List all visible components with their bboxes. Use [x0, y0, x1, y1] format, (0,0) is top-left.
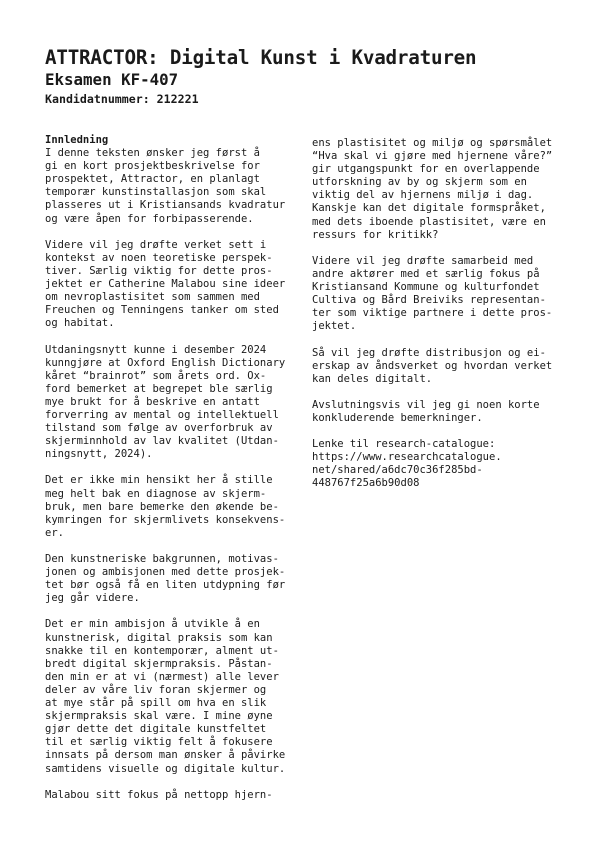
text-line: I denne teksten ønsker jeg først å — [45, 147, 260, 160]
text-line: med dets iboende plastisitet, være en — [312, 215, 546, 228]
text-line: net/shared/a6dc70c36f285bd- — [312, 464, 483, 477]
text-line: og habitat. — [45, 317, 115, 330]
text-line: Kanskje kan det digitale formspråket, — [312, 202, 546, 215]
document-title: ATTRACTOR: Digital Kunst i Kvadraturen — [45, 46, 477, 69]
text-line: Den kunstneriske bakgrunnen, motivas- — [45, 553, 279, 565]
text-line: plasseres ut i Kristiansands kvadratur — [45, 199, 286, 212]
text-line: https://www.researchcatalogue. — [312, 451, 502, 464]
text-line: til et særlig viktig felt å fokusere — [45, 736, 273, 749]
text-line: snakke til en kontemporær, alment ut- — [45, 644, 279, 657]
text-line: jektet er Catherine Malabou sine ideer — [45, 278, 286, 291]
text-line: Kristiansand Kommune og kulturfondet — [312, 281, 540, 294]
text-line: forverring av mental og intellektuell — [45, 408, 279, 421]
text-line: om nevroplastisitet som sammen med — [45, 291, 260, 304]
text-line: konkluderende bemerkninger. — [312, 411, 483, 424]
text-line: bredt digital skjermpraksis. Påstan- — [45, 657, 273, 670]
text-line: og være åpen for forbipasserende. — [45, 212, 254, 225]
text-line: Videre vil jeg drøfte samarbeid med — [312, 254, 534, 267]
candidate-number: Kandidatnummer: 212221 — [45, 92, 199, 106]
paragraph — [45, 789, 305, 802]
text-line: kan deles digitalt. — [312, 372, 433, 385]
text-line: gir utgangspunkt for en overlappende — [312, 163, 540, 176]
left-column — [45, 134, 305, 815]
paragraph — [312, 347, 592, 386]
paragraph — [45, 553, 305, 605]
text-line: prospektet, Attractor, en planlagt — [45, 173, 260, 186]
text-line: temporær kunstinstallasjon som skal — [45, 186, 267, 199]
text-line: erskap av åndsverket og hvordan verket — [312, 359, 553, 372]
text-line: ningsnytt, 2024). — [45, 448, 153, 461]
right-paragraphs — [312, 137, 592, 491]
paragraph — [45, 147, 305, 226]
paragraph — [312, 399, 592, 425]
text-line: ford bemerket at begrepet ble særlig — [45, 382, 273, 395]
text-line: ens plastisitet og miljø og spørsmålet — [312, 137, 553, 149]
text-line: Utdaningsnytt kunne i desember 2024 — [45, 343, 267, 356]
paragraph — [312, 137, 592, 242]
section-heading: Innledning — [45, 134, 109, 146]
text-line: Det er ikke min hensikt her å stille — [45, 474, 273, 487]
text-line: kunstnerisk, digital praksis som kan — [45, 631, 273, 644]
text-line: den min er at vi (nærmest) alle lever — [45, 670, 279, 683]
text-line: innsats på dersom man ønsker å påvirke — [45, 749, 286, 762]
right-column — [312, 137, 592, 504]
text-line: gjør dette det digitale kunstfeltet — [45, 723, 267, 736]
text-line: samtidens visuelle og digitale kultur. — [45, 762, 286, 775]
text-line: Malabou sitt fokus på nettopp hjern- — [45, 788, 273, 801]
title-block — [45, 46, 585, 107]
text-line: andre aktører med et særlig fokus på — [312, 267, 540, 280]
text-line: 448767f25a6b90d08 — [312, 477, 420, 490]
text-line: viktig del av hjernens miljø i dag. — [312, 189, 534, 202]
text-line: kåret “brainrot” som årets ord. Ox- — [45, 369, 267, 382]
text-line: kunngjøre at Oxford English Dictionary — [45, 356, 286, 369]
text-line: Cultiva og Bård Breiviks representan- — [312, 294, 546, 307]
text-line: Videre vil jeg drøfte verket sett i — [45, 238, 267, 251]
paragraph — [45, 618, 305, 775]
text-line: tiver. Særlig viktig for dette pros- — [45, 264, 273, 277]
text-line: Det er min ambisjon å utvikle å en — [45, 618, 260, 631]
text-line: jeg går videre. — [45, 592, 140, 605]
text-line: deler av våre liv foran skjermer og — [45, 683, 267, 696]
paragraph — [312, 438, 592, 490]
left-paragraphs — [45, 147, 305, 802]
text-line: Lenke til research-catalogue: — [312, 438, 496, 451]
paragraph — [45, 344, 305, 462]
text-line: bruk, men bare bemerke den økende be- — [45, 500, 279, 513]
text-line: er. — [45, 526, 64, 539]
text-line: utforskning av by og skjerm som en — [312, 176, 527, 189]
text-line: kymringen for skjermlivets konsekvens- — [45, 513, 286, 526]
paragraph — [45, 474, 305, 539]
text-line: ter som viktige partnere i dette pros- — [312, 307, 553, 320]
text-line: skjermpraksis skal være. I mine øyne — [45, 710, 273, 723]
text-line: gi en kort prosjektbeskrivelse for — [45, 160, 260, 173]
text-line: Så vil jeg drøfte distribusjon og ei- — [312, 346, 546, 359]
text-line: at mye står på spill om hva en slik — [45, 697, 267, 710]
paragraph — [45, 239, 305, 331]
paragraph — [312, 255, 592, 334]
text-line: Avslutningsvis vil jeg gi noen korte — [312, 398, 540, 411]
text-line: jonen og ambisjonen med dette prosjek- — [45, 566, 286, 579]
exam-code: Eksamen KF-407 — [45, 70, 179, 89]
text-line: “Hva skal vi gjøre med hjernene våre?” — [312, 150, 553, 163]
text-line: ressurs for kritikk? — [312, 228, 439, 241]
text-line: meg helt bak en diagnose av skjerm- — [45, 487, 267, 500]
text-line: kontekst av noen teoretiske perspek- — [45, 251, 273, 264]
text-line: jektet. — [312, 320, 357, 333]
text-line: Freuchen og Tenningens tanker om sted — [45, 304, 279, 317]
text-line: tilstand som følge av overforbruk av — [45, 422, 273, 435]
text-line: mye brukt for å beskrive en antatt — [45, 395, 260, 408]
text-line: skjerminnhold av lav kvalitet (Utdan- — [45, 435, 279, 448]
text-line: tet bør også få en liten utdypning før — [45, 579, 286, 592]
